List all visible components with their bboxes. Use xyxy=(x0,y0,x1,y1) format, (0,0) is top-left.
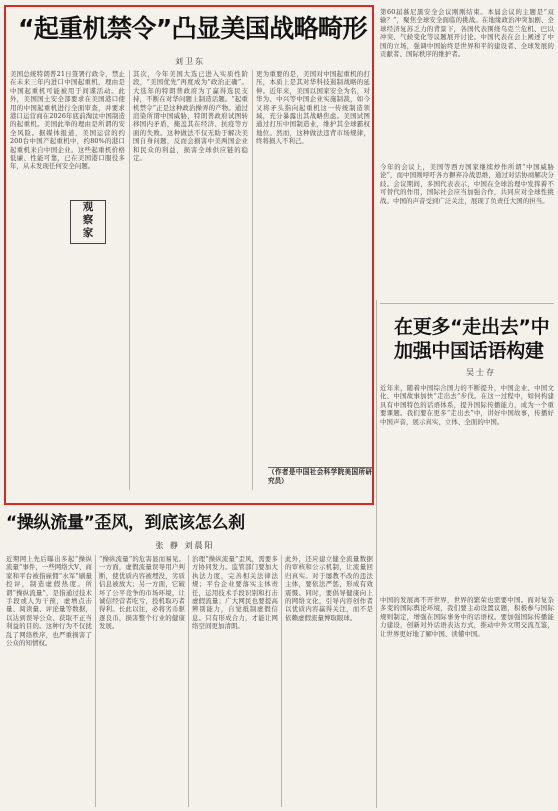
stamp-char: 观 xyxy=(82,201,94,213)
page-column-divider xyxy=(376,300,377,808)
author-note-box xyxy=(268,467,372,495)
bottom-article-col-3: 治理“操纵流量”歪风，需要多方协同发力。监管部门要加大执法力度，完善相关法律法规；平台企业要落实主体责任，运用技术手段识别和打击虚假流量；广大网民也要提高辨别能力，自觉抵制虚假信息。只有形成合力，才能让网络空间更加清朗。 xyxy=(192,555,278,631)
main-article-col-2: 其次，今年美国大选已进入实质性阶段，“美国优先”再度成为“政治正确”。大选年的特朗普政府为了赢得选民支持，不断在对华问题上制造话题。“起重机禁令”正是这种政治操弄的产物。通过渲染所谓中国威胁，特朗普政府试图转移国内矛盾，掩盖其在经济、抗疫等方面的失败。这种做法不仅无助于解决美国自身问题，反而会损害中美两国企业和民众的利益，损害全球供应链的稳定。 xyxy=(133,70,248,163)
bottom-article-col-2: “操纵流量”的危害显而易见。一方面，虚假流量误导用户判断，使优质内容被埋没，劣质信息被放大；另一方面，它破坏了公平竞争的市场环境，让诚信经营者吃亏，投机取巧者得利。长此以往，必将劣币驱逐良币，损害整个行业的健康发展。 xyxy=(99,555,185,631)
right-article-title-line-1: 在更多“走出去”中 xyxy=(394,316,550,338)
main-article-col-1: 美国总统特朗普21日签署行政令，禁止在未来三年内进口中国起重机，理由是中国起重机可能被用于间谍活动。此外，美国国土安全部要求在美国港口使用的中国起重机进行全面审查，并要求港口运营商在2026年底前淘汰中国制造的起重机。美国此举的理由是所谓的安全风险。据媒体报道，美国运营的约200台中国产起重机中，约80%的港口起重机来自中国企业。这些起重机价格低廉、性能可靠，已在美国港口服役多年，从未发现任何安全问题。 xyxy=(10,70,125,171)
bottom-article-author: 张 静 刘晨阳 xyxy=(155,541,215,550)
column-divider xyxy=(281,555,282,807)
stamp-char: 家 xyxy=(82,227,94,239)
bottom-article-col-4: 此外，还应建立健全流量数据的审核和公示机制，让流量回归真实。对于屡教不改的违法主体，要依法严惩，形成有效震慑。同时，要倡导健康向上的网络文化，引导内容创作者以优质内容赢得关注，而不是依赖虚假流量博取眼球。 xyxy=(285,555,373,622)
observer-stamp xyxy=(70,200,106,244)
stamp-char: 察 xyxy=(82,214,94,226)
column-divider xyxy=(129,70,130,490)
column-divider xyxy=(252,70,253,490)
column-divider xyxy=(188,555,189,807)
author-note: （作者是中国社会科学院美国所研究员） xyxy=(268,468,372,485)
main-article-author: 刘卫东 xyxy=(175,57,205,66)
right-article-text-2: 中国的发展离不开世界，世界的繁荣也需要中国。面对复杂多变的国际舆论环境，我们要主动设置议题，积极参与国际规则制定，增强在国际事务中的话语权。要加强国际传播能力建设，创新对外话语表达方式，推动中外文明交流互鉴，让世界更好地了解中国、读懂中国。 xyxy=(380,596,554,638)
section-divider xyxy=(380,303,554,304)
bottom-article-title: “操纵流量”歪风，到底该怎么刹 xyxy=(6,513,245,533)
bottom-article-col-1: 近期网上先后曝出多起“操纵流量”事件，一些网络大V、商家和平台被指雇佣“水军”刷量控评，制造虚假热度。所谓“操纵流量”，是指通过技术手段或人为干预，虚增点击量、阅读量、评论量等数据，以达到误导公众、获取不正当利益的目的。这种行为不仅扰乱了网络秩序，也严重损害了公众的知情权。 xyxy=(6,555,92,648)
column-divider xyxy=(95,555,96,807)
right-article-author: 吴士存 xyxy=(466,368,496,377)
right-upper-text-2: 今年的会议上，美国等西方国家继续炒作所谓“中国威胁论”，而中国则呼吁各方摒弃冷战思维，通过对话协商解决分歧。会议期间，多国代表表示，中国在全球治理中发挥着不可替代的作用，国际社会应当加强合作，共同应对全球性挑战。中国的声音受到广泛关注，展现了负责任大国的担当。 xyxy=(380,163,554,205)
main-article-col-3: 更为重要的是，美国对中国起重机的打压，本质上是其对华科技遏制战略的延伸。近年来，美国以国家安全为名，对华为、中兴等中国企业实施制裁，如今又将矛头指向起重机这一传统制造领域，充分暴露出其战略焦虑。美国试图通过打压中国制造业，维护其全球霸权地位。然而，这种做法违背市场规律，终将损人不利己。 xyxy=(256,70,370,146)
right-article-title-line-2: 加强中国话语构建 xyxy=(394,340,544,362)
right-upper-text-1: 第60届慕尼黑安全会议刚刚结束。本届会议的主题是“双输？”，聚焦全球安全面临的挑战。在地缘政治冲突加剧、全球经济复苏乏力的背景下，各国代表围绕乌克兰危机、巴以冲突、气候变化等议题展开讨论。中国代表在会上阐述了中国的立场，强调中国始终是世界和平的建设者、全球发展的贡献者、国际秩序的维护者。 xyxy=(380,8,554,59)
right-article-text-1: 近年来，随着中国综合国力的不断提升，中国企业、中国文化、中国故事加快“走出去”步伐。在这一过程中，如何构建具有中国特色的话语体系，提升国际传播能力，成为一个重要课题。我们要在更多“走出去”中，讲好中国故事，传播好中国声音，展示真实、立体、全面的中国。 xyxy=(380,384,554,426)
main-article-title: “起重机禁令”凸显美国战略畸形 xyxy=(18,14,367,43)
